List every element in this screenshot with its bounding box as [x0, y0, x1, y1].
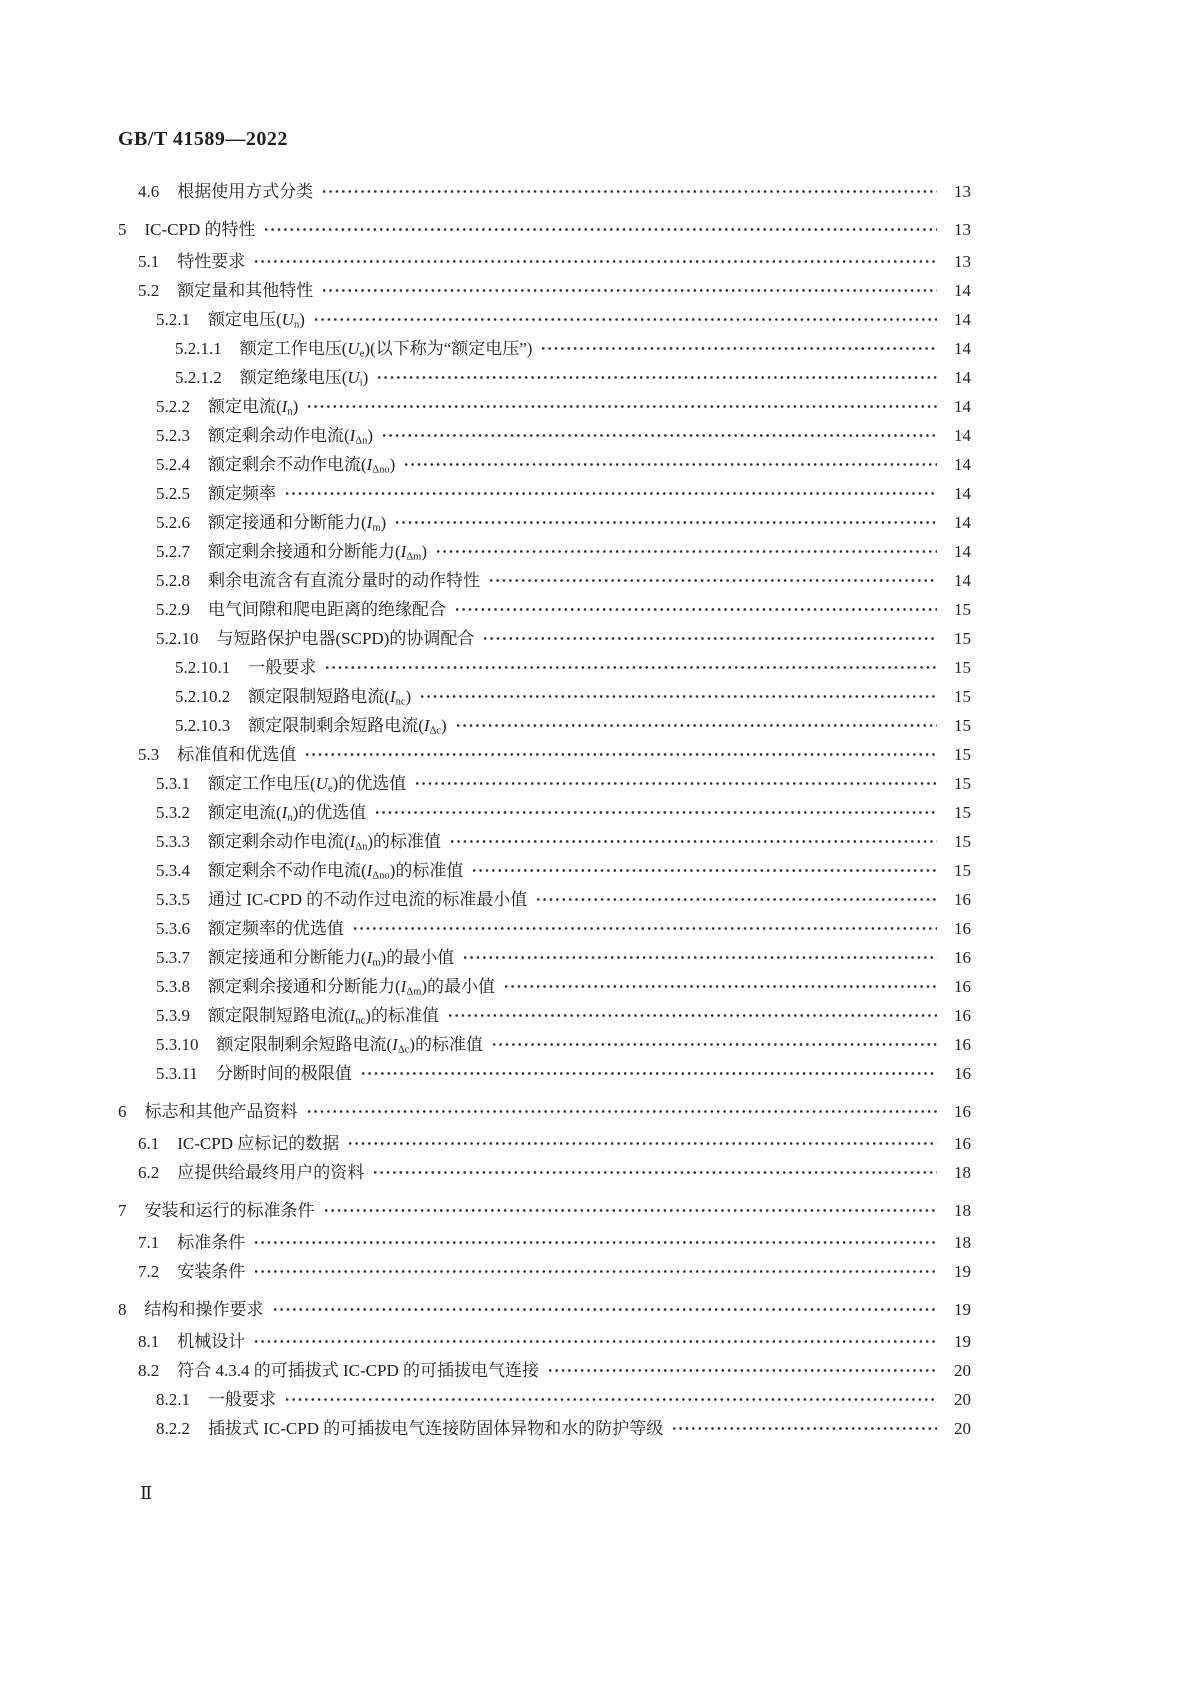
toc-entry-title: 额定工作电压$(U_e)$(以下称为“额定电压”)	[239, 339, 533, 360]
toc-entry-number: 6	[118, 1102, 127, 1121]
toc-entry-page: 15	[954, 629, 971, 648]
toc-entry-number: 5.2	[138, 281, 160, 300]
toc-entry-title: 一般要求	[248, 658, 317, 677]
toc-entry-page: 16	[954, 948, 971, 967]
toc-entry-title: 通过 IC-CPD 的不动作过电流的标准最小值	[208, 890, 528, 909]
toc-entry	[118, 943, 971, 972]
dot-leader	[541, 346, 937, 351]
toc-entry-title: IC-CPD 应标记的数据	[177, 1134, 340, 1153]
toc-entry	[118, 595, 971, 624]
toc-entry-page: 19	[954, 1300, 971, 1319]
toc-entry-number: 5.3.11	[156, 1064, 198, 1083]
toc-entry-page: 16	[954, 919, 971, 938]
toc-entry-title: IC-CPD 的特性	[144, 220, 256, 239]
dot-leader	[455, 607, 937, 612]
toc-entry-title: 标准值和优选值	[177, 745, 297, 764]
toc-entry	[118, 1228, 971, 1257]
toc-entry-number: 8.2.1	[156, 1390, 190, 1409]
toc-entry-number: 5.3.4	[156, 861, 190, 880]
toc-entry-number: 5.2.10	[156, 629, 199, 648]
toc-entry-title: 额定限制剩余短路电流$(I_{\Delta c})$的标准值	[216, 1035, 483, 1056]
toc-entry-page: 18	[954, 1201, 971, 1220]
toc-entry-title: 安装条件	[177, 1262, 246, 1281]
dot-leader	[489, 578, 937, 583]
toc-entry	[118, 798, 971, 827]
toc-entry-title: 额定剩余动作电流$(I_{\Delta n})$	[208, 426, 374, 447]
dot-leader	[463, 955, 937, 960]
toc-entry-title: 一般要求	[208, 1390, 276, 1409]
toc-entry-title: 额定接通和分断能力$(I_m)$的最小值	[208, 948, 455, 969]
toc-entry-number: 5.2.6	[156, 513, 190, 532]
toc-list	[118, 177, 971, 1443]
toc-entry	[118, 856, 971, 885]
toc-entry-number: 6.1	[138, 1134, 160, 1153]
toc-entry	[118, 479, 971, 508]
toc-entry-title: 安装和运行的标准条件	[144, 1201, 315, 1220]
toc-entry-page: 20	[954, 1361, 971, 1380]
toc-entry-number: 5.2.8	[156, 571, 190, 590]
toc-entry-page: 18	[954, 1233, 971, 1252]
toc-entry-page: 15	[954, 600, 971, 619]
toc-entry	[118, 1030, 971, 1059]
toc-entry-page: 16	[954, 1006, 971, 1025]
toc-entry-page: 15	[954, 861, 971, 880]
dot-leader	[307, 1109, 938, 1114]
toc-entry-page: 15	[954, 687, 971, 706]
toc-entry-number: 5	[118, 220, 127, 239]
toc-entry-number: 5.2.4	[156, 455, 190, 474]
dot-leader	[377, 375, 937, 380]
toc-entry	[118, 711, 971, 740]
toc-entry	[118, 653, 971, 682]
toc-entry-page: 18	[954, 1163, 971, 1182]
toc-entry	[118, 1097, 971, 1126]
toc-entry	[118, 740, 971, 769]
dot-leader	[307, 404, 937, 409]
toc-entry-number: 7	[118, 1201, 127, 1220]
toc-entry	[118, 1295, 971, 1324]
toc-entry-number: 8.2.2	[156, 1419, 190, 1438]
toc-entry	[118, 1414, 971, 1443]
toc-entry	[118, 215, 971, 244]
dot-leader	[395, 520, 937, 525]
toc-entry	[118, 247, 971, 276]
toc-entry-number: 5.2.10.3	[175, 716, 231, 735]
toc-entry	[118, 682, 971, 711]
toc-entry-page: 15	[954, 745, 971, 764]
toc-entry-title: 额定限制剩余短路电流$(I_{\Delta c})$	[248, 716, 447, 737]
toc-entry	[118, 276, 971, 305]
toc-entry	[118, 1129, 971, 1158]
toc-entry-page: 16	[954, 977, 971, 996]
toc-entry-title: 额定电压$(U_n)$	[208, 310, 305, 331]
toc-entry-title: 额定剩余接通和分断能力$(I_{\Delta m})$	[208, 542, 427, 563]
toc-entry-number: 5.2.1	[156, 310, 190, 329]
dot-leader	[273, 1307, 938, 1312]
toc-entry-title: 额定绝缘电压$(U_i)$	[239, 368, 369, 389]
toc-entry	[118, 537, 971, 566]
toc-entry-number: 5.2.3	[156, 426, 190, 445]
toc-entry-number: 5.3	[138, 745, 160, 764]
toc-entry	[118, 392, 971, 421]
doc-number: GB/T 41589—2022	[118, 128, 288, 150]
toc-entry-title: 符合 4.3.4 的可插拔式 IC-CPD 的可插拔电气连接	[177, 1361, 539, 1380]
toc-entry-page: 14	[954, 455, 971, 474]
toc-entry-page: 14	[954, 281, 971, 300]
dot-leader	[314, 317, 937, 322]
dot-leader	[420, 694, 937, 699]
toc-entry-title: 额定接通和分断能力$(I_m)$	[208, 513, 387, 534]
toc-entry	[118, 1001, 971, 1030]
toc-entry	[118, 769, 971, 798]
toc-entry	[118, 1257, 971, 1286]
toc-entry	[118, 914, 971, 943]
dot-leader	[348, 1141, 937, 1146]
toc-entry	[118, 334, 971, 363]
toc-entry-page: 16	[954, 1064, 971, 1083]
toc-entry	[118, 885, 971, 914]
dot-leader	[361, 1071, 937, 1076]
dot-leader	[373, 1170, 937, 1175]
toc-entry-page: 14	[954, 397, 971, 416]
toc-entry-title: 分断时间的极限值	[215, 1064, 352, 1083]
toc-entry-number: 7.2	[138, 1262, 160, 1281]
toc-entry-number: 5.2.9	[156, 600, 190, 619]
toc-entry-page: 15	[954, 774, 971, 793]
toc-entry-title: 额定频率	[208, 484, 276, 503]
toc-entry	[118, 566, 971, 595]
toc-entry-page: 20	[954, 1390, 971, 1409]
toc-entry-page: 16	[954, 1102, 971, 1121]
toc-entry	[118, 450, 971, 479]
dot-leader	[450, 839, 937, 844]
toc-entry-number: 5.3.8	[156, 977, 190, 996]
toc-entry-title: 额定工作电压$(U_e)$的优选值	[208, 774, 407, 795]
toc-entry-page: 14	[954, 310, 971, 329]
toc-entry	[118, 1356, 971, 1385]
toc-entry-title: 电气间隙和爬电距离的绝缘配合	[208, 600, 446, 619]
toc-entry-number: 4.6	[138, 182, 160, 201]
toc-entry-title: 额定剩余动作电流$(I_{\Delta n})$的标准值	[208, 832, 442, 853]
toc-entry-page: 19	[954, 1262, 971, 1281]
toc-entry	[118, 508, 971, 537]
toc-entry	[118, 305, 971, 334]
dot-leader	[254, 1269, 937, 1274]
toc-entry-page: 20	[954, 1419, 971, 1438]
toc-entry-page: 14	[954, 571, 971, 590]
dot-leader	[322, 288, 937, 293]
dot-leader	[322, 189, 937, 194]
dot-leader	[492, 1042, 937, 1047]
toc-entry-title: 额定限制短路电流$(I_{nc})$的标准值	[208, 1006, 439, 1027]
toc-entry-number: 5.3.1	[156, 774, 190, 793]
toc-entry-title: 标准条件	[177, 1233, 246, 1252]
toc-entry-title: 标志和其他产品资料	[144, 1102, 298, 1121]
dot-leader	[325, 665, 937, 670]
dot-leader	[324, 1208, 938, 1213]
toc-entry-title: 额定限制短路电流$(I_{nc})$	[248, 687, 412, 708]
toc-entry-title: 额定剩余不动作电流$(I_{\Delta no})$的标准值	[208, 861, 464, 882]
toc-entry	[118, 1059, 971, 1088]
toc-entry-title: 额定电流$(I_n)$	[208, 397, 299, 418]
toc-entry-page: 15	[954, 803, 971, 822]
dot-leader	[254, 1240, 937, 1245]
toc-entry-number: 5.3.3	[156, 832, 190, 851]
dot-leader	[404, 462, 937, 467]
toc-entry	[118, 1158, 971, 1187]
toc-entry	[118, 421, 971, 450]
toc-entry-page: 13	[954, 252, 971, 271]
toc-entry	[118, 827, 971, 856]
toc-entry-page: 14	[954, 484, 971, 503]
toc-entry-title: 根据使用方式分类	[177, 182, 314, 201]
toc-entry	[118, 1196, 971, 1225]
toc-entry-number: 6.2	[138, 1163, 160, 1182]
toc-entry	[118, 363, 971, 392]
toc-entry-page: 15	[954, 658, 971, 677]
toc-entry-page: 19	[954, 1332, 971, 1351]
dot-leader	[415, 781, 937, 786]
toc-entry-number: 5.2.5	[156, 484, 190, 503]
toc-entry-title: 剩余电流含有直流分量时的动作特性	[208, 571, 480, 590]
dot-leader	[504, 984, 937, 989]
toc-entry-number: 5.2.10.1	[175, 658, 231, 677]
dot-leader	[448, 1013, 937, 1018]
toc-entry-title: 机械设计	[177, 1332, 246, 1351]
toc-entry-number: 5.3.5	[156, 890, 190, 909]
dot-leader	[672, 1426, 937, 1431]
toc-entry-page: 16	[954, 1035, 971, 1054]
dot-leader	[436, 549, 937, 554]
toc-entry	[118, 972, 971, 1001]
toc-entry-number: 5.3.2	[156, 803, 190, 822]
toc-entry-number: 5.2.1.1	[175, 339, 222, 358]
toc-entry-number: 5.3.7	[156, 948, 190, 967]
toc-entry	[118, 624, 971, 653]
toc-entry-title: 结构和操作要求	[144, 1300, 264, 1319]
toc-entry-title: 额定剩余不动作电流$(I_{\Delta no})$	[208, 455, 396, 476]
toc-entry-title: 额定频率的优选值	[208, 919, 344, 938]
toc-entry-title: 额定电流$(I_n)$的优选值	[208, 803, 367, 824]
dot-leader	[483, 636, 937, 641]
toc-entry-number: 5.3.9	[156, 1006, 190, 1025]
toc-entry-number: 5.2.10.2	[175, 687, 231, 706]
toc-entry-page: 14	[954, 368, 971, 387]
toc-entry-number: 8.2	[138, 1361, 160, 1380]
toc-entry-page: 15	[954, 716, 971, 735]
toc-entry-page: 14	[954, 426, 971, 445]
dot-leader	[285, 1397, 937, 1402]
dot-leader	[254, 1339, 937, 1344]
page-number-footer: Ⅱ	[140, 1483, 153, 1503]
dot-leader	[264, 227, 937, 232]
toc-entry-title: 额定剩余接通和分断能力$(I_{\Delta m})$的最小值	[208, 977, 495, 998]
dot-leader	[382, 433, 937, 438]
toc-entry-page: 16	[954, 1134, 971, 1153]
dot-leader	[254, 259, 937, 264]
toc-entry-title: 额定量和其他特性	[177, 281, 314, 300]
toc-entry-number: 5.1	[138, 252, 160, 271]
toc-entry	[118, 177, 971, 206]
toc-entry-page: 15	[954, 832, 971, 851]
dot-leader	[375, 810, 937, 815]
dot-leader	[456, 723, 937, 728]
toc-entry-number: 5.2.1.2	[175, 368, 222, 387]
dot-leader	[548, 1368, 937, 1373]
dot-leader	[353, 926, 937, 931]
toc-entry	[118, 1327, 971, 1356]
toc-entry-page: 13	[954, 220, 971, 239]
toc-entry-title: 特性要求	[177, 252, 246, 271]
toc-entry-number: 7.1	[138, 1233, 160, 1252]
toc-entry-title: 插拔式 IC-CPD 的可插拔电气连接防固体异物和水的防护等级	[208, 1419, 664, 1438]
toc-entry-number: 5.2.2	[156, 397, 190, 416]
dot-leader	[472, 868, 937, 873]
toc-entry-number: 5.2.7	[156, 542, 190, 561]
dot-leader	[305, 752, 937, 757]
toc-entry-number: 8	[118, 1300, 127, 1319]
dot-leader	[536, 897, 937, 902]
dot-leader	[285, 491, 937, 496]
toc-entry-page: 14	[954, 339, 971, 358]
toc-entry-page: 16	[954, 890, 971, 909]
toc-entry-page: 13	[954, 182, 971, 201]
toc-entry-number: 5.3.6	[156, 919, 190, 938]
toc-entry-number: 5.3.10	[156, 1035, 199, 1054]
toc-entry-page: 14	[954, 542, 971, 561]
toc-entry-title: 应提供给最终用户的资料	[177, 1163, 365, 1182]
toc-entry	[118, 1385, 971, 1414]
toc-entry-number: 8.1	[138, 1332, 160, 1351]
toc-entry-page: 14	[954, 513, 971, 532]
toc-entry-title: 与短路保护电器(SCPD)的协调配合	[216, 629, 475, 648]
